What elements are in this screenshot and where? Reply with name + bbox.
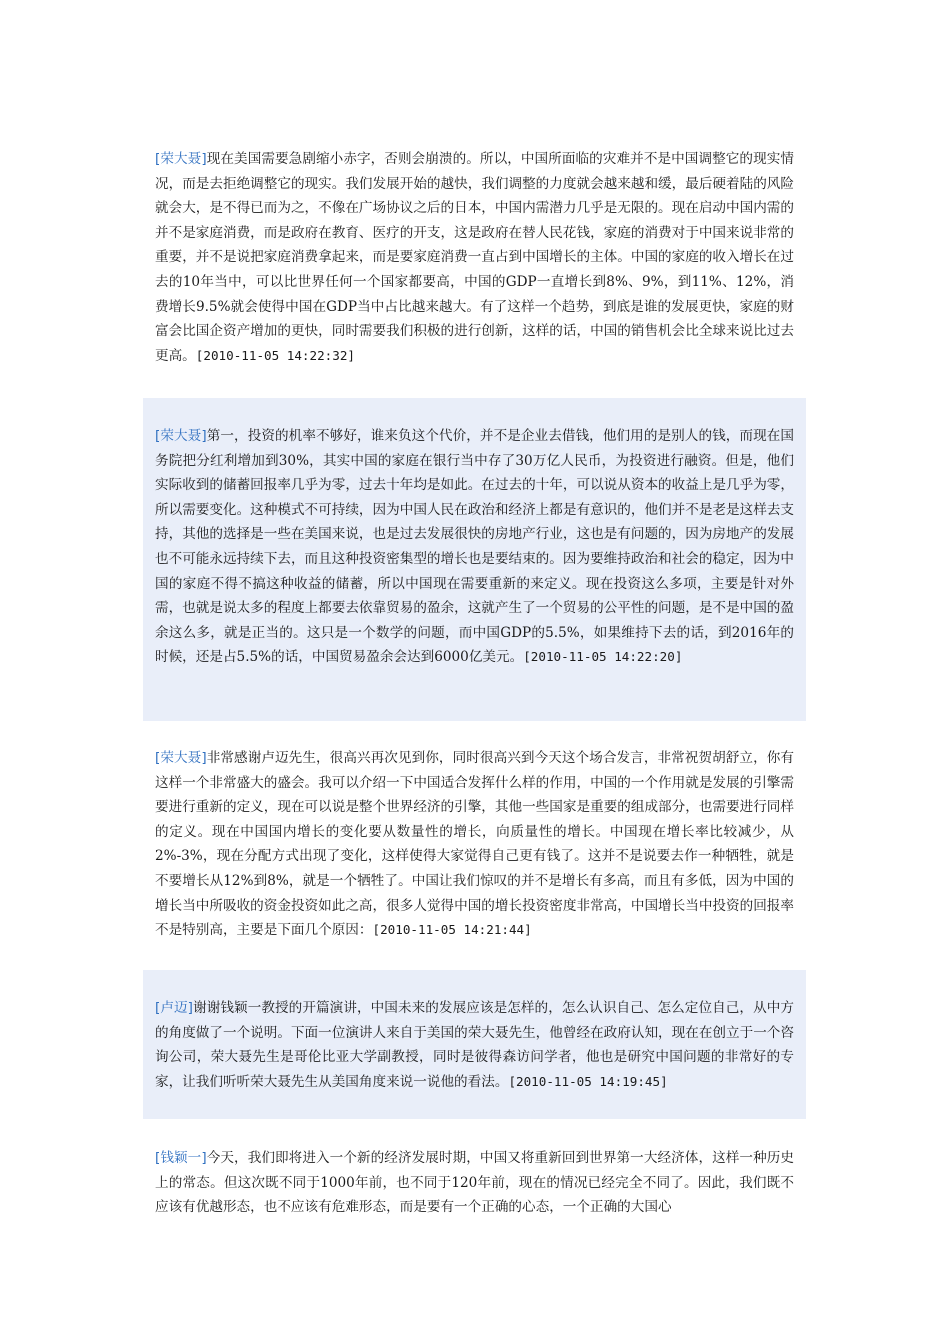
entry-text: 现在美国需要急剧缩小赤字，否则会崩溃的。所以，中国所面临的灾难并不是中国调整它的现实情况，而是去拒绝调整它的现实。我们发展开始的越快，我们调整的力度就会越来越和缓，最后硬着陆的风险就会大，是不得已而为之，不像在广场协议之后的日本，中国内需潜力几乎是无限的。现在启动中国内需的并不是家庭消费，而是政府在教育、医疗的开支，这是政府在替人民花钱，家庭的消费对于中国来说非常的重要，并不是说把家庭消费拿起来，而是要家庭消费一直占到中国增长的主体。中国的家庭的收入增长在过去的10年当中，可以比世界任何一个国家都要高，中国的GDP一直增长到8%、9%，到11%、12%，消费增长9.5%就会使得中国在GDP当中占比越来越大。有了这样一个趋势，到底是谁的发展更快，家庭的财富会比国企资产增加的更快，同时需要我们积极的进行创新，这样的话，中国的销售机会比全球来说比过去更高。 [155, 151, 795, 364]
speaker-name: [荣大聂] [155, 750, 207, 766]
speaker-name: [卢迈] [155, 1000, 193, 1016]
speaker-name: [钱颖一] [155, 1150, 207, 1166]
entry-text: 今天，我们即将进入一个新的经济发展时期，中国又将重新回到世界第一大经济体，这样一种历史上的常态。但这次既不同于1000年前，也不同于120年前，现在的情况已经完全不同了。因此，我们既不应该有优越形态，也不应该有危难形态，而是要有一个正确的心态，一个正确的大国心 [155, 1150, 795, 1216]
entry-text: 第一，投资的机率不够好，谁来负这个代价，并不是企业去借钱，他们用的是别人的钱，而现在国务院把分红利增加到30%，其实中国的家庭在银行当中存了30万亿人民币，为投资进行融资。但是，他们实际收到的储蓄回报率几乎为零，过去十年均是如此。在过去的十年，可以说从资本的收益上是几乎为零，所以需要变化。这种模式不可持续，因为中国人民在政治和经济上都是有意识的，他们并不是老是这样去支持，其他的选择是一些在美国来说，也是过去发展很快的房地产行业，这也是有问题的，因为房地产的发展也不可能永远持续下去，而且这种投资密集型的增长也是要结束的。因为要维持政治和社会的稳定，因为中国的家庭不得不搞这种收益的储蓄，所以中国现在需要重新的来定义。现在投资这么多项，主要是针对外需，也就是说太多的程度上都要去依靠贸易的盈余，这就产生了一个贸易的公平性的问题，是不是中国的盈余这么多，就是正当的。这只是一个数学的问题，而中国GDP的5.5%，如果维持下去的话，到2016年的时候，还是占5.5%的话，中国贸易盈余会达到6000亿美元。 [155, 428, 795, 666]
entry-text: 谢谢钱颖一教授的开篇演讲，中国未来的发展应该是怎样的，怎么认识自己、怎么定位自己，从中方的角度做了一个说明。下面一位演讲人来自于美国的荣大聂先生，他曾经在政府认知，现在在创立于一个咨询公司，荣大聂先生是哥伦比亚大学副教授，同时是彼得森访问学者，他也是研究中国问题的非常好的专家，让我们听听荣大聂先生从美国角度来说一说他的看法。 [155, 1000, 795, 1090]
entry-text: 非常感谢卢迈先生，很高兴再次见到你，同时很高兴到今天这个场合发言，非常祝贺胡舒立，你有这样一个非常盛大的盛会。我可以介绍一下中国适合发挥什么样的作用，中国的一个作用就是发展的引擎需要进行重新的定义，现在可以说是整个世界经济的引擎，其他一些国家是重要的组成部分，也需要进行同样的定义。现在中国国内增长的变化要从数量性的增长，向质量性的增长。中国现在增长率比较减少，从2%-3%，现在分配方式出现了变化，这样使得大家觉得自己更有钱了。这并不是说要去作一种牺牲，就是不要增长从12%到8%，就是一个牺牲了。中国让我们惊叹的并不是增长有多高，而且有多低，因为中国的增长当中所吸收的资金投资如此之高，很多人觉得中国的增长投资密度非常高，中国增长当中投资的回报率不是特别高，主要是下面几个原因： [155, 750, 795, 939]
comment-entry-3 [143, 746, 806, 948]
comment-entry-2 [143, 398, 806, 721]
comment-entry-5 [143, 1146, 806, 1244]
comment-entry-1 [143, 147, 806, 377]
speaker-name: [荣大聂] [155, 428, 207, 444]
entry-timestamp: [2010-11-05 14:21:44] [372, 922, 532, 938]
comment-entry-4 [143, 970, 806, 1119]
speaker-name: [荣大聂] [155, 151, 207, 167]
entry-timestamp: [2010-11-05 14:22:32] [195, 347, 356, 363]
entry-timestamp: [2010-11-05 14:19:45] [508, 1073, 668, 1089]
entry-timestamp: [2010-11-05 14:22:20] [523, 649, 683, 665]
